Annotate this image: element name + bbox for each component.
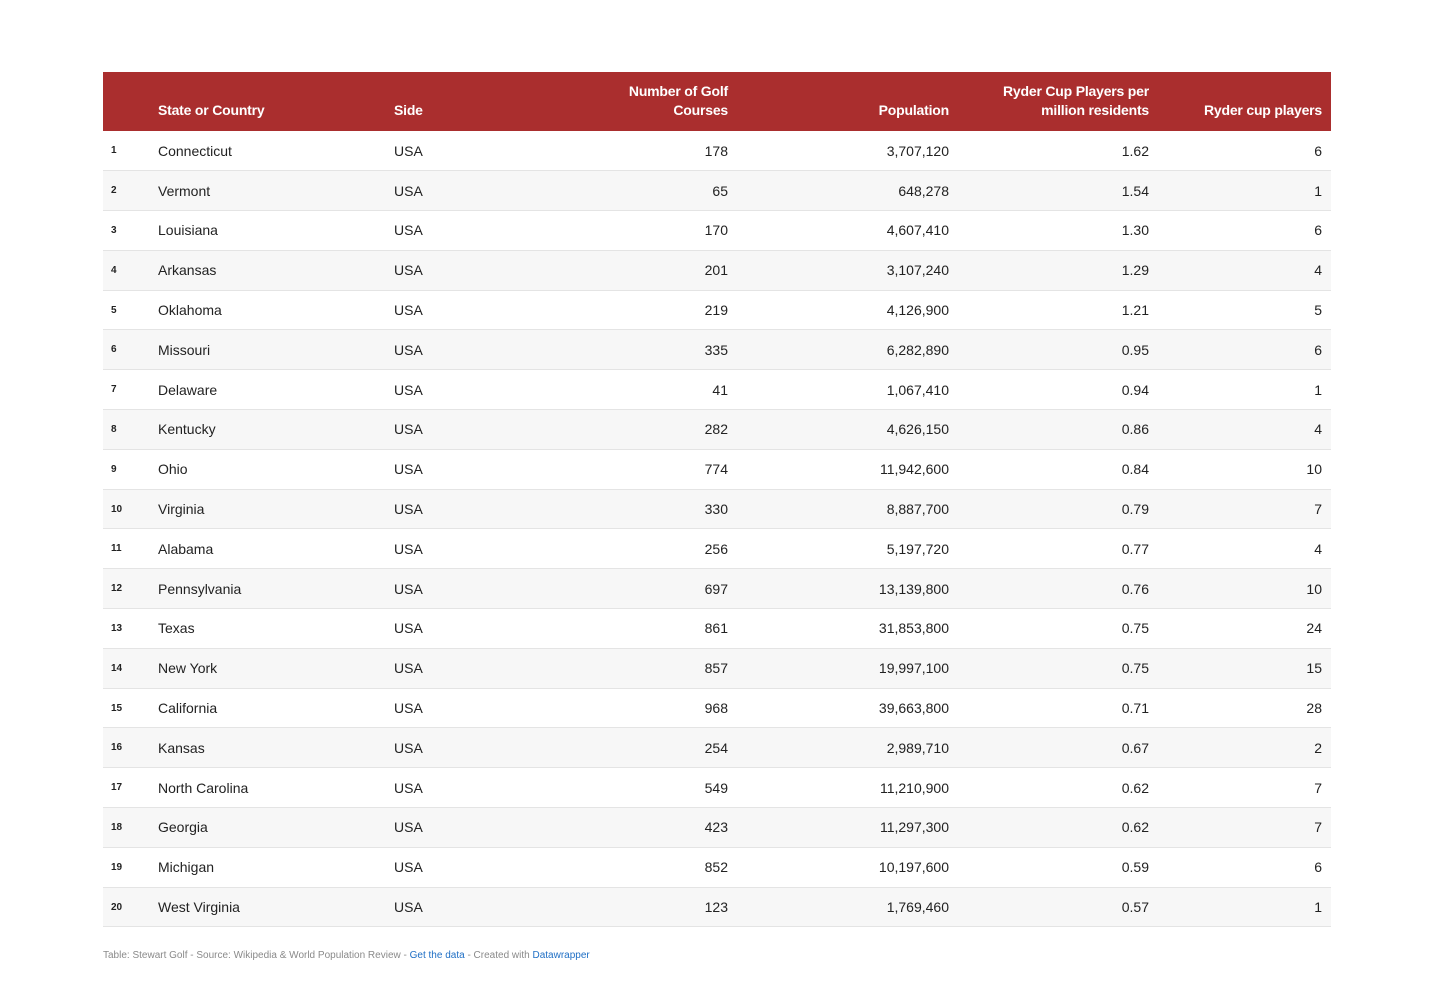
cell-population: 39,663,800 xyxy=(878,700,949,717)
cell-courses: 254 xyxy=(704,739,728,756)
cell-courses: 330 xyxy=(704,501,728,518)
cell-population: 11,942,600 xyxy=(879,461,949,478)
cell-rate: 0.57 xyxy=(1121,899,1149,916)
column-header-state[interactable]: State or Country xyxy=(158,102,265,118)
cell-players: 6 xyxy=(1314,142,1322,159)
cell-rank: 11 xyxy=(111,543,122,555)
cell-side: USA xyxy=(394,501,423,518)
cell-rate: 0.77 xyxy=(1121,540,1149,557)
cell-state: Louisiana xyxy=(158,222,218,239)
cell-rank: 18 xyxy=(111,821,123,833)
cell-rank: 6 xyxy=(111,344,117,356)
cell-state: Vermont xyxy=(158,182,211,199)
cell-state: Pennsylvania xyxy=(158,580,242,597)
cell-side: USA xyxy=(394,302,423,319)
cell-courses: 968 xyxy=(704,700,728,717)
cell-side: USA xyxy=(394,182,423,199)
cell-courses: 123 xyxy=(704,899,728,916)
cell-state: Kentucky xyxy=(158,421,216,438)
cell-rate: 0.95 xyxy=(1121,341,1149,358)
cell-state: Ohio xyxy=(158,461,188,478)
cell-population: 4,607,410 xyxy=(886,222,949,239)
cell-side: USA xyxy=(394,222,423,239)
cell-rank: 7 xyxy=(111,384,117,396)
cell-side: USA xyxy=(394,620,423,637)
table-row xyxy=(103,131,1331,171)
cell-rank: 5 xyxy=(111,304,117,316)
cell-rank: 19 xyxy=(111,861,123,873)
cell-courses: 774 xyxy=(704,461,728,478)
cell-side: USA xyxy=(394,540,423,557)
cell-population: 6,282,890 xyxy=(886,341,949,358)
cell-courses: 697 xyxy=(704,580,728,597)
cell-state: Arkansas xyxy=(158,262,217,279)
table-row xyxy=(103,410,1331,450)
cell-rate: 0.84 xyxy=(1121,461,1149,478)
cell-population: 5,197,720 xyxy=(886,540,949,557)
cell-courses: 857 xyxy=(704,660,728,677)
table-row xyxy=(103,489,1331,529)
cell-rate: 0.75 xyxy=(1121,620,1149,637)
cell-rate: 1.30 xyxy=(1121,222,1149,239)
cell-courses: 852 xyxy=(704,859,728,876)
table-row xyxy=(103,688,1331,728)
cell-side: USA xyxy=(394,461,423,478)
cell-population: 3,107,240 xyxy=(886,262,949,279)
cell-side: USA xyxy=(394,819,423,836)
cell-rate: 0.86 xyxy=(1121,421,1149,438)
cell-courses: 282 xyxy=(704,421,728,438)
cell-side: USA xyxy=(394,262,423,279)
cell-rank: 14 xyxy=(111,662,123,674)
cell-courses: 256 xyxy=(704,540,728,557)
table-row xyxy=(103,847,1331,887)
cell-courses: 41 xyxy=(712,381,728,398)
table-row xyxy=(103,171,1331,211)
table-footer xyxy=(103,950,590,961)
cell-rank: 1 xyxy=(111,145,117,157)
ryder-cup-table xyxy=(103,72,1331,927)
cell-population: 3,707,120 xyxy=(886,142,949,159)
column-header-rank xyxy=(103,72,158,131)
cell-courses: 423 xyxy=(704,819,728,836)
cell-population: 13,139,800 xyxy=(878,580,949,597)
footer-created-with-text: - Created with xyxy=(464,950,533,961)
table-row xyxy=(103,808,1331,848)
header-row xyxy=(103,72,1331,131)
get-the-data-link[interactable]: Get the data xyxy=(409,950,465,961)
cell-population: 10,197,600 xyxy=(878,859,949,876)
cell-rate: 0.62 xyxy=(1121,819,1149,836)
cell-state: Oklahoma xyxy=(158,302,222,319)
cell-population: 2,989,710 xyxy=(886,739,949,756)
table-row xyxy=(103,887,1331,927)
cell-courses: 219 xyxy=(704,302,728,319)
cell-population: 11,210,900 xyxy=(879,779,949,796)
cell-courses: 861 xyxy=(704,620,728,637)
table-row xyxy=(103,370,1331,410)
datawrapper-link[interactable]: Datawrapper xyxy=(532,950,590,961)
cell-rate: 0.94 xyxy=(1121,381,1149,398)
cell-players: 6 xyxy=(1314,859,1322,876)
table-row xyxy=(103,211,1331,251)
cell-rate: 0.71 xyxy=(1121,700,1149,717)
table-row xyxy=(103,569,1331,609)
cell-population: 4,626,150 xyxy=(886,421,949,438)
table-body xyxy=(103,131,1331,927)
cell-players: 5 xyxy=(1314,302,1322,319)
cell-rank: 10 xyxy=(111,503,123,515)
cell-rank: 20 xyxy=(111,901,123,913)
cell-state: New York xyxy=(158,660,218,677)
cell-players: 7 xyxy=(1314,501,1322,518)
cell-rank: 9 xyxy=(111,463,117,475)
cell-state: Delaware xyxy=(158,381,218,398)
column-header-population[interactable]: Population xyxy=(878,102,949,118)
cell-players: 28 xyxy=(1306,700,1322,717)
table-row xyxy=(103,529,1331,569)
column-header-players[interactable]: Ryder cup players xyxy=(1204,102,1322,118)
table-row xyxy=(103,449,1331,489)
cell-population: 19,997,100 xyxy=(878,660,949,677)
cell-side: USA xyxy=(394,142,423,159)
cell-courses: 65 xyxy=(712,182,728,199)
cell-rate: 1.54 xyxy=(1121,182,1149,199)
cell-rate: 0.62 xyxy=(1121,779,1149,796)
cell-rank: 16 xyxy=(111,742,123,754)
table-row xyxy=(103,290,1331,330)
cell-rank: 15 xyxy=(111,702,123,714)
cell-rank: 2 xyxy=(111,185,117,197)
cell-players: 4 xyxy=(1314,262,1322,279)
cell-courses: 201 xyxy=(704,262,728,279)
footer-source-text: Table: Stewart Golf - Source: Wikipedia & World Population Review - xyxy=(103,950,410,961)
table-row xyxy=(103,250,1331,290)
cell-side: USA xyxy=(394,580,423,597)
cell-population: 8,887,700 xyxy=(886,501,949,518)
cell-rate: 1.62 xyxy=(1121,142,1149,159)
cell-rank: 4 xyxy=(111,264,117,276)
cell-rate: 0.75 xyxy=(1121,660,1149,677)
cell-players: 15 xyxy=(1306,660,1322,677)
cell-rate: 0.79 xyxy=(1121,501,1149,518)
cell-rate: 0.67 xyxy=(1121,739,1149,756)
table-row xyxy=(103,330,1331,370)
cell-state: West Virginia xyxy=(158,899,240,916)
cell-players: 6 xyxy=(1314,341,1322,358)
column-header-courses-line2: Courses xyxy=(673,102,728,118)
cell-side: USA xyxy=(394,381,423,398)
cell-state: Virginia xyxy=(158,501,205,518)
cell-rate: 0.59 xyxy=(1121,859,1149,876)
cell-players: 1 xyxy=(1314,381,1322,398)
cell-rank: 12 xyxy=(111,583,123,595)
cell-players: 24 xyxy=(1306,620,1322,637)
cell-rate: 0.76 xyxy=(1121,580,1149,597)
cell-state: California xyxy=(158,700,218,717)
cell-rank: 13 xyxy=(111,622,123,634)
cell-state: Georgia xyxy=(158,819,208,836)
cell-players: 1 xyxy=(1314,182,1322,199)
cell-players: 7 xyxy=(1314,819,1322,836)
cell-state: Missouri xyxy=(158,341,211,358)
cell-courses: 549 xyxy=(704,779,728,796)
cell-side: USA xyxy=(394,739,423,756)
table-row xyxy=(103,648,1331,688)
table-row xyxy=(103,609,1331,649)
table-header xyxy=(103,72,1331,131)
cell-courses: 178 xyxy=(704,142,728,159)
cell-side: USA xyxy=(394,660,423,677)
cell-state: Connecticut xyxy=(158,142,232,159)
cell-players: 4 xyxy=(1314,421,1322,438)
cell-population: 1,769,460 xyxy=(886,899,949,916)
column-header-courses-line1: Number of Golf xyxy=(628,83,728,99)
cell-state: Michigan xyxy=(158,859,215,876)
cell-rank: 17 xyxy=(111,782,123,794)
cell-rank: 3 xyxy=(111,224,117,236)
cell-side: USA xyxy=(394,779,423,796)
column-header-rate-line2: million residents xyxy=(1041,102,1149,118)
cell-players: 1 xyxy=(1314,899,1322,916)
cell-population: 648,278 xyxy=(898,182,949,199)
cell-population: 11,297,300 xyxy=(879,819,949,836)
cell-players: 10 xyxy=(1306,461,1322,478)
cell-rank: 8 xyxy=(111,423,117,435)
column-header-rate[interactable] xyxy=(955,72,1155,131)
data-table-container xyxy=(103,72,1331,927)
cell-players: 10 xyxy=(1306,580,1322,597)
cell-population: 1,067,410 xyxy=(886,381,949,398)
cell-state: Alabama xyxy=(158,540,214,557)
cell-players: 7 xyxy=(1314,779,1322,796)
cell-state: North Carolina xyxy=(158,779,249,796)
cell-rate: 1.29 xyxy=(1121,262,1149,279)
table-row xyxy=(103,728,1331,768)
cell-population: 31,853,800 xyxy=(878,620,949,637)
cell-state: Kansas xyxy=(158,739,205,756)
cell-side: USA xyxy=(394,859,423,876)
column-header-side[interactable]: Side xyxy=(394,102,423,118)
cell-state: Texas xyxy=(158,620,195,637)
cell-players: 2 xyxy=(1314,739,1322,756)
column-header-rate-line1: Ryder Cup Players per xyxy=(1003,83,1149,99)
cell-side: USA xyxy=(394,700,423,717)
cell-courses: 335 xyxy=(704,341,728,358)
cell-side: USA xyxy=(394,421,423,438)
table-row xyxy=(103,768,1331,808)
cell-population: 4,126,900 xyxy=(886,302,949,319)
cell-side: USA xyxy=(394,899,423,916)
cell-players: 4 xyxy=(1314,540,1322,557)
cell-rate: 1.21 xyxy=(1121,302,1149,319)
cell-side: USA xyxy=(394,341,423,358)
cell-courses: 170 xyxy=(704,222,728,239)
column-header-courses[interactable] xyxy=(592,72,734,131)
cell-players: 6 xyxy=(1314,222,1322,239)
